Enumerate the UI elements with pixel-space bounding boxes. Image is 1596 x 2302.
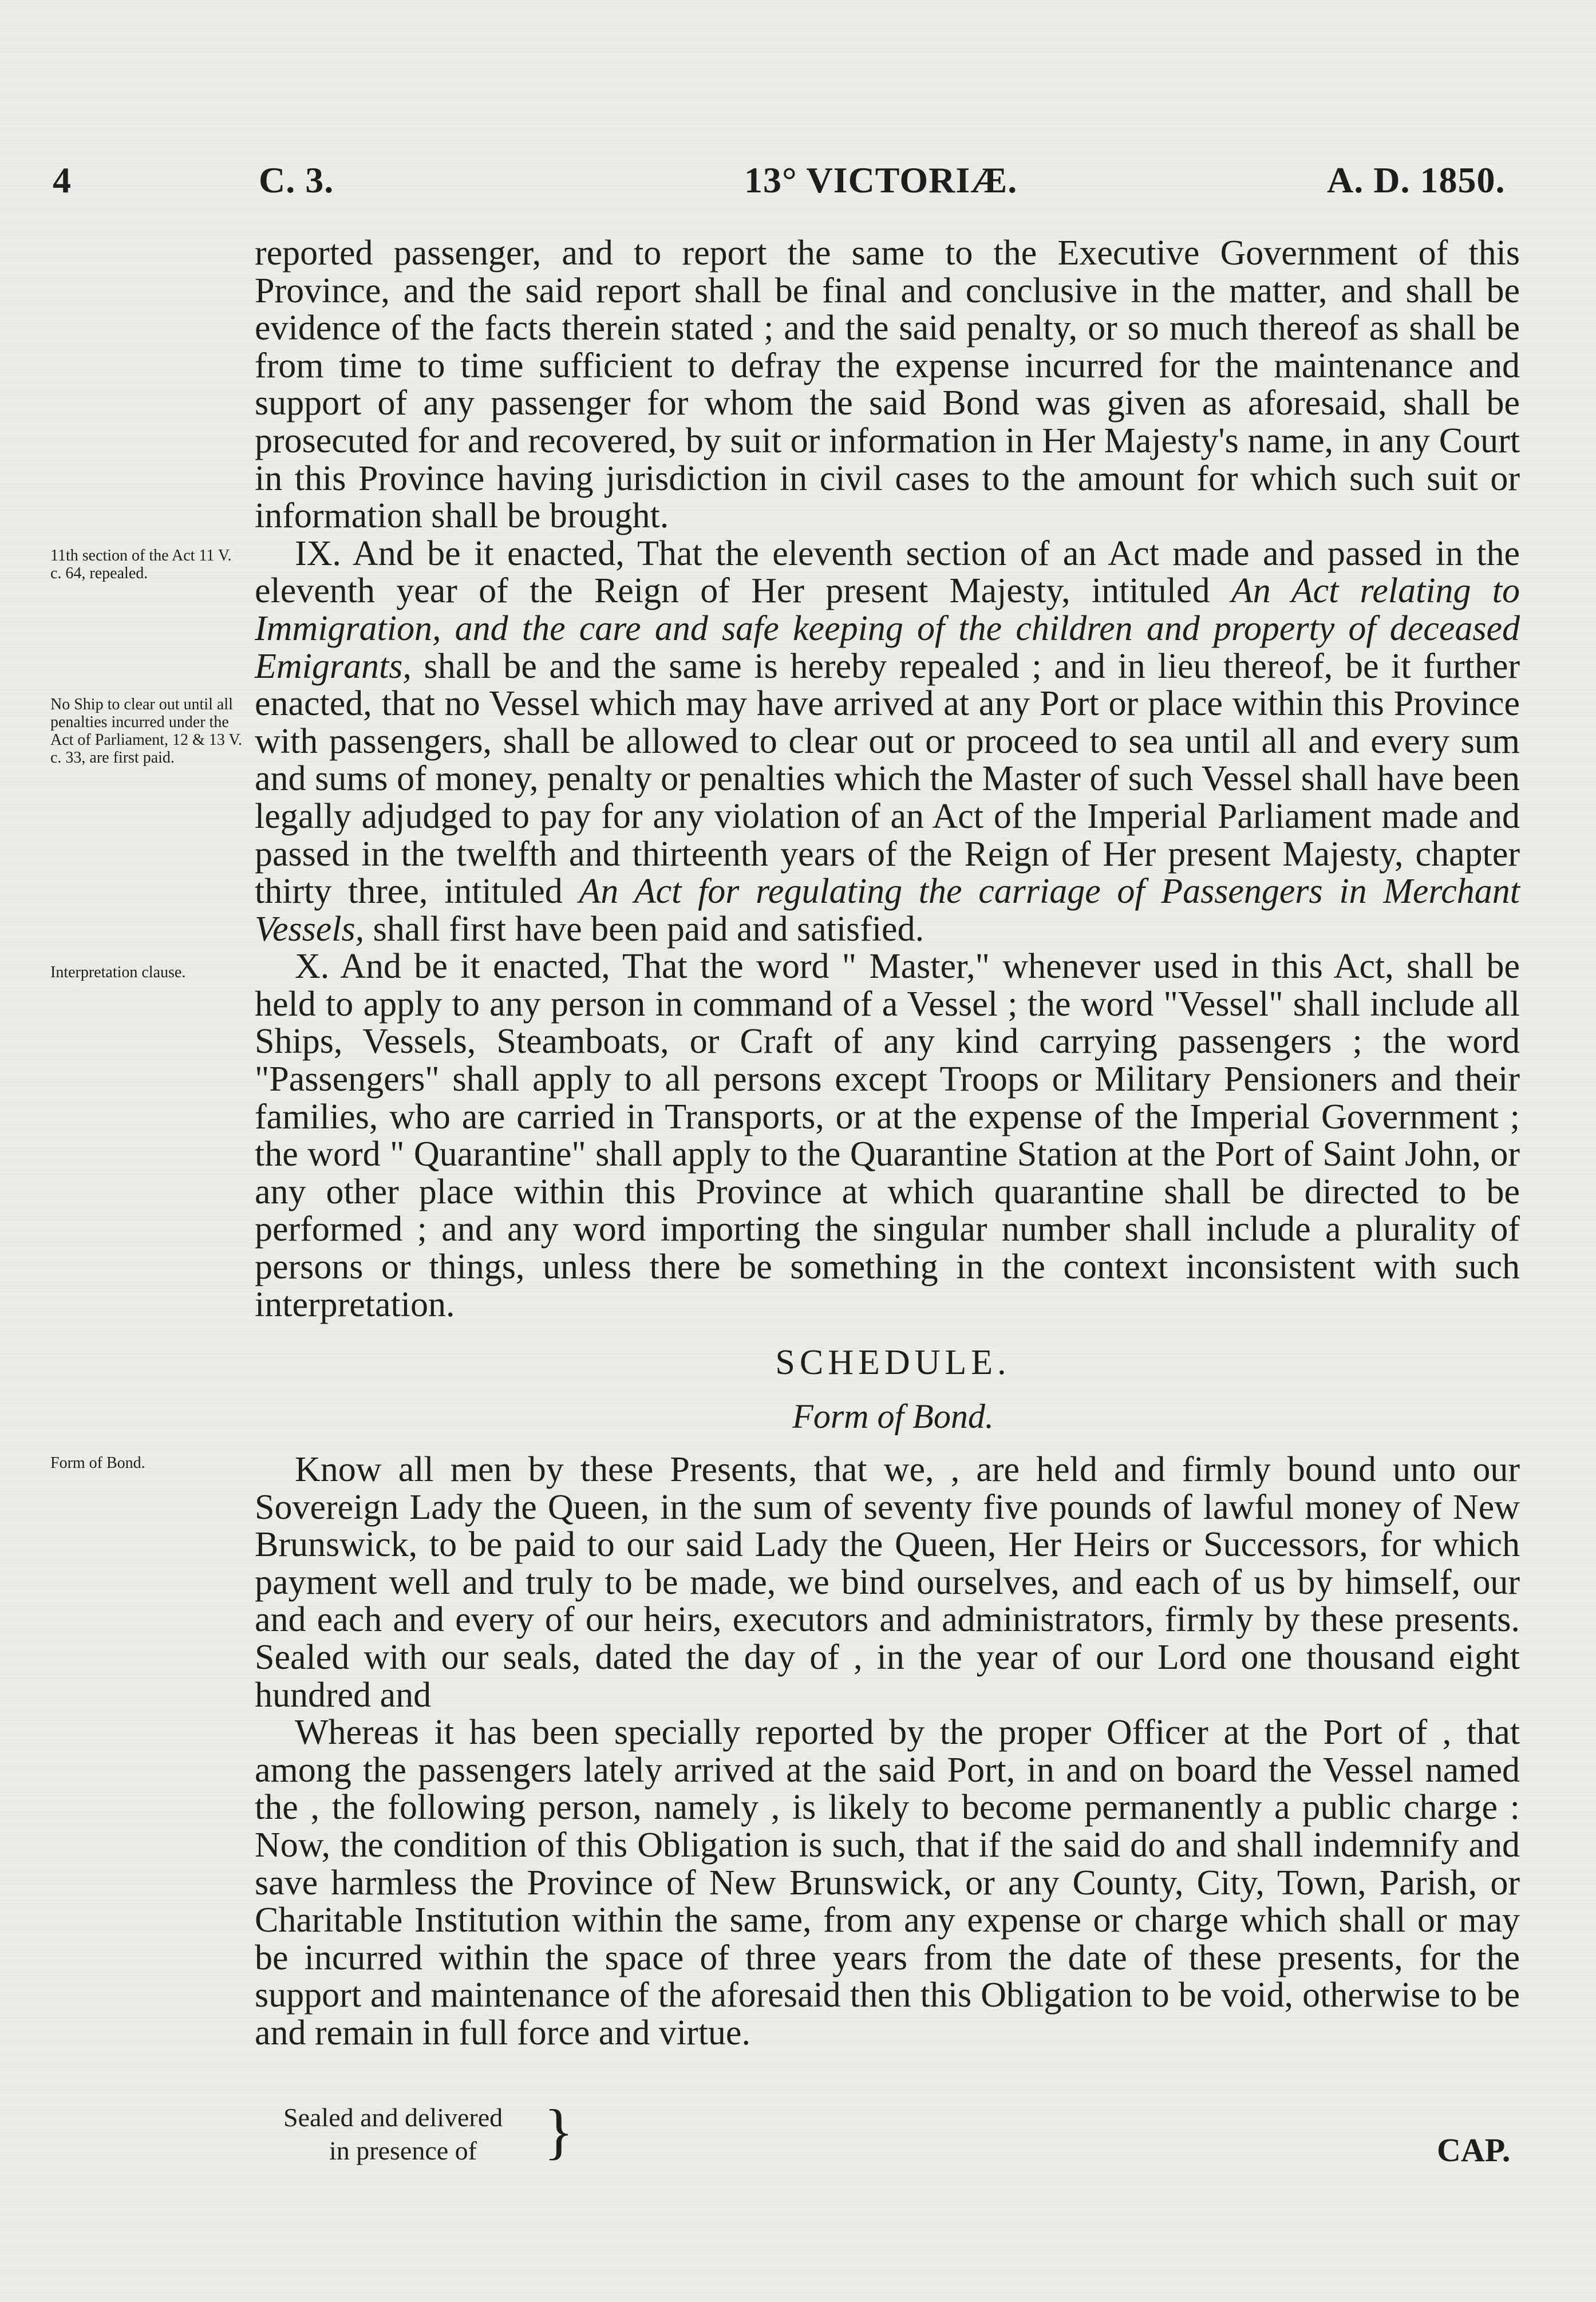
schedule-subtitle: Form of Bond. bbox=[792, 1397, 994, 1435]
act-title-immigration: An Act relating to Immigration, and the care and safe keeping of the children and property of deceased Emigrants, bbox=[255, 571, 1520, 686]
section-ix-text-b: shall be and the same is hereby repealed ; and in lieu thereof, be it further enacted, that no Vessel which may have arrived at any Port or place within this Province with passengers, shall be allowed to clear out or proceed to sea until all and every sum and sums of money, penalty or penalties which the Master of such Vessel shall have been legally adjudged to pay for any violation of an Act of the Imperial Parliament made and passed in the twelfth and thirteenth years of the Reign of Her present Majesty, chapter thirty three, intituled bbox=[255, 646, 1520, 911]
chapter-label: C. 3. bbox=[259, 160, 334, 200]
margin-note-section-repealed: 11th section of the Act 11 V. c. 64, repealed. bbox=[50, 547, 232, 582]
schedule-title: SCHEDULE. bbox=[775, 1343, 1011, 1382]
bond-paragraph-1: Know all men by these Presents, that we, , are held and firmly bound unto our Sovereign Lady the Queen, in the sum of seventy five pounds of lawful money of New Brunswick, to be paid to our said Lady the Queen, Her Heirs or Successors, for which payment well and truly to be made, we bind ourselves, and each of us by himself, our and each and every of our heirs, executors and administrators, firmly by these presents. Sealed with our seals, dated the day of , in the year of our Lord one thousand eight hundred and bbox=[255, 1450, 1520, 1715]
bond-text bbox=[255, 1451, 1520, 2052]
statute-text bbox=[255, 235, 1520, 1324]
reign-heading: 13° VICTORIÆ. bbox=[744, 160, 1018, 200]
paragraph-continuation: reported passenger, and to report the same to the Executive Government of this Province, and the said report shall be final and conclusive in the matter, and shall be evidence of the facts therein stated ; and the said penalty, or so much thereof as shall be from time to time sufficient to defray the expense incurred for the maintenance and support of any passenger for whom the said Bond was given as aforesaid, shall be prosecuted for and recovered, by suit or information in Her Majesty's name, in any Court in this Province having jurisdiction in civil cases to the amount for which such suit or information shall be brought. bbox=[255, 234, 1520, 536]
bond-paragraph-2: Whereas it has been specially reported by the proper Officer at the Port of , that among the passengers lately arrived at the said Port, in and on board the Vessel named the , the following person, namely , is likely to become permanently a public charge : Now, the condition of this Obligation is such, that if the said do and shall indemnify and save harmless the Province of New Brunswick, or any County, City, Town, Parish, or Charitable Institution within the same, from any expense or charge which shall or may be incurred within the space of three years from the date of these presents, for the support and maintenance of the aforesaid then this Obligation to be void, otherwise to be and remain in full force and virtue. bbox=[255, 1713, 1520, 2052]
section-x: X. And be it enacted, That the word " Master," whenever used in this Act, shall be held to apply to any person in command of a Vessel ; the word "Vessel" shall include all Ships, Vessels, Steamboats, or Craft of any kind carrying passengers ; the word "Passengers" shall apply to all persons except Troops or Military Pensioners and their families, who are carried in Transports, or at the expense of the Imperial Government ; the word " Quarantine" shall apply to the Quarantine Station at the Port of Saint John, or any other place within this Province at which quarantine shall be directed to be performed ; and any word importing the singular number shall include a plurality of persons or things, unless there be something in the context inconsistent with such interpretation. bbox=[255, 947, 1520, 1324]
act-title-passengers: An Act for regulating the carriage of Passengers in Merchant Vessels, bbox=[255, 872, 1520, 949]
catchword: CAP. bbox=[1437, 2131, 1511, 2169]
sealed-line-2: in presence of bbox=[329, 2136, 477, 2165]
section-ix-text-c: shall first have been paid and satisfied. bbox=[364, 909, 925, 949]
margin-note-interpretation: Interpretation clause. bbox=[50, 964, 186, 981]
sealed-delivered-label bbox=[283, 2101, 503, 2167]
brace-icon: } bbox=[544, 2098, 574, 2166]
sealed-line-1: Sealed and delivered bbox=[283, 2103, 503, 2132]
margin-note-form-of-bond: Form of Bond. bbox=[50, 1454, 145, 1472]
page-number: 4 bbox=[53, 160, 72, 200]
margin-note-no-ship-clear: No Ship to clear out until all penalties incurred under the Act of Parliament, 12 & 13 V. c. 33, are first paid. bbox=[50, 696, 242, 767]
section-ix bbox=[255, 535, 1520, 949]
year-label: A. D. 1850. bbox=[1327, 160, 1506, 200]
section-ix-text-a: IX. And be it enacted, That the eleventh section of an Act made and passed in the eleventh year of the Reign of Her present Majesty, intituled bbox=[255, 534, 1520, 611]
